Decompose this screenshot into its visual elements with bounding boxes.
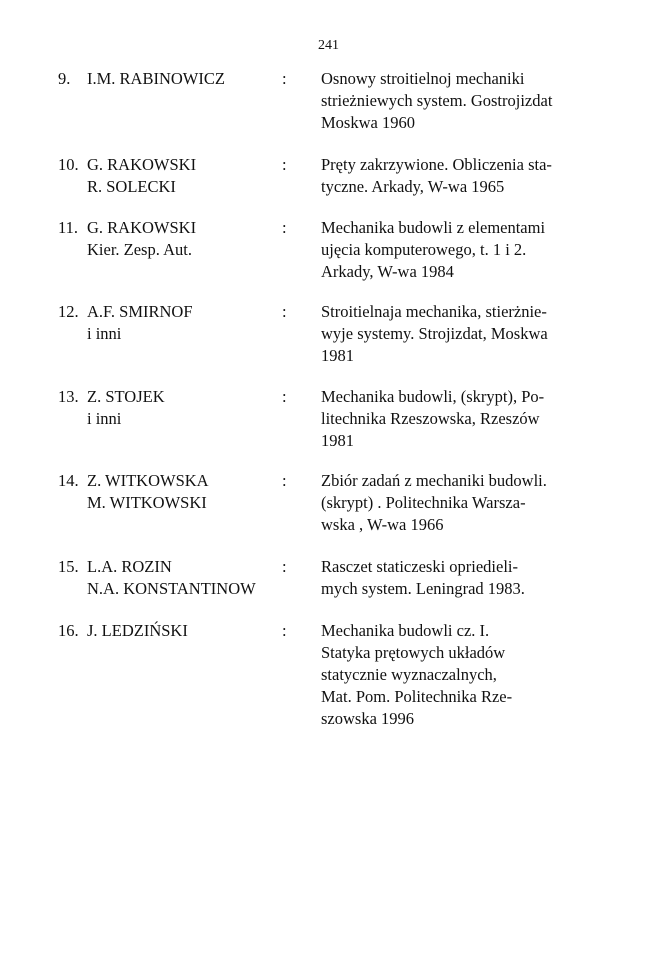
- entry-title: [321, 556, 611, 600]
- author-line: G. RAKOWSKI: [87, 218, 197, 237]
- title-line: ujęcia komputerowego, t. 1 i 2.: [321, 240, 527, 259]
- entry-authors: [87, 386, 165, 430]
- entry-authors: [87, 556, 256, 600]
- title-line: wyje systemy. Strojizdat, Moskwa: [321, 324, 548, 343]
- title-line: 1981: [321, 431, 354, 450]
- entry-separator: :: [282, 621, 287, 640]
- title-line: Osnowy stroitielnoj mechaniki: [321, 69, 525, 88]
- title-line: 1981: [321, 346, 354, 365]
- entry-separator: :: [282, 155, 287, 174]
- title-line: (skrypt) . Politechnika Warsza-: [321, 493, 526, 512]
- page-number: 241: [318, 38, 339, 53]
- entry-authors: [87, 620, 188, 642]
- author-line: Z. STOJEK: [87, 387, 165, 406]
- title-line: tyczne. Arkady, W-wa 1965: [321, 177, 505, 196]
- entry-separator: :: [282, 557, 287, 576]
- author-line: R. SOLECKI: [87, 177, 176, 196]
- entry-authors: [87, 217, 196, 261]
- entry-authors: [87, 301, 193, 345]
- entry-title: [321, 386, 611, 452]
- entry-number: 12.: [58, 302, 79, 321]
- entry-separator: :: [282, 218, 287, 237]
- title-line: statycznie wyznaczalnych,: [321, 665, 497, 684]
- author-line: I.M. RABINOWICZ: [87, 69, 225, 88]
- title-line: Mechanika budowli, (skrypt), Po-: [321, 387, 545, 406]
- author-line: L.A. ROZIN: [87, 557, 172, 576]
- title-line: Zbiór zadań z mechaniki budowli.: [321, 471, 547, 490]
- entry-separator: :: [282, 302, 287, 321]
- entry-title: [321, 217, 611, 283]
- title-line: Mat. Pom. Politechnika Rze-: [321, 687, 513, 706]
- author-line: A.F. SMIRNOF: [87, 302, 193, 321]
- entry-separator: :: [282, 387, 287, 406]
- title-line: Stroitielnaja mechanika, stierżnie-: [321, 302, 547, 321]
- entry-title: [321, 154, 611, 198]
- title-line: Pręty zakrzywione. Obliczenia sta-: [321, 155, 552, 174]
- title-line: Statyka prętowych układów: [321, 643, 506, 662]
- entry-number: 14.: [58, 471, 79, 490]
- title-line: szowska 1996: [321, 709, 415, 728]
- entry-authors: [87, 154, 196, 198]
- author-line: N.A. KONSTANTINOW: [87, 579, 256, 598]
- author-line: Kier. Zesp. Aut.: [87, 240, 192, 259]
- author-line: J. LEDZIŃSKI: [87, 621, 188, 640]
- entry-number: 15.: [58, 557, 79, 576]
- author-line: G. RAKOWSKI: [87, 155, 197, 174]
- author-line: Z. WITKOWSKA: [87, 471, 209, 490]
- entry-separator: :: [282, 471, 287, 490]
- title-line: Moskwa 1960: [321, 113, 415, 132]
- title-line: Mechanika budowli cz. I.: [321, 621, 490, 640]
- title-line: Mechanika budowli z elementami: [321, 218, 546, 237]
- entry-separator: :: [282, 69, 287, 88]
- title-line: litechnika Rzeszowska, Rzeszów: [321, 409, 540, 428]
- author-line: M. WITKOWSKI: [87, 493, 207, 512]
- entry-number: 9.: [58, 69, 71, 88]
- title-line: strieżniewych system. Gostrojizdat: [321, 91, 553, 110]
- author-line: i inni: [87, 324, 122, 343]
- entry-number: 11.: [58, 218, 79, 237]
- entry-title: [321, 68, 611, 134]
- entry-authors: [87, 68, 225, 90]
- entry-title: [321, 620, 611, 730]
- entry-number: 13.: [58, 387, 79, 406]
- title-line: wska , W-wa 1966: [321, 515, 444, 534]
- entry-title: [321, 301, 611, 367]
- title-line: mych system. Leningrad 1983.: [321, 579, 525, 598]
- entry-title: [321, 470, 611, 536]
- entry-number: 10.: [58, 155, 79, 174]
- author-line: i inni: [87, 409, 122, 428]
- entry-authors: [87, 470, 209, 514]
- title-line: Arkady, W-wa 1984: [321, 262, 454, 281]
- entry-number: 16.: [58, 621, 79, 640]
- title-line: Rasczet staticzeski opriedieli-: [321, 557, 519, 576]
